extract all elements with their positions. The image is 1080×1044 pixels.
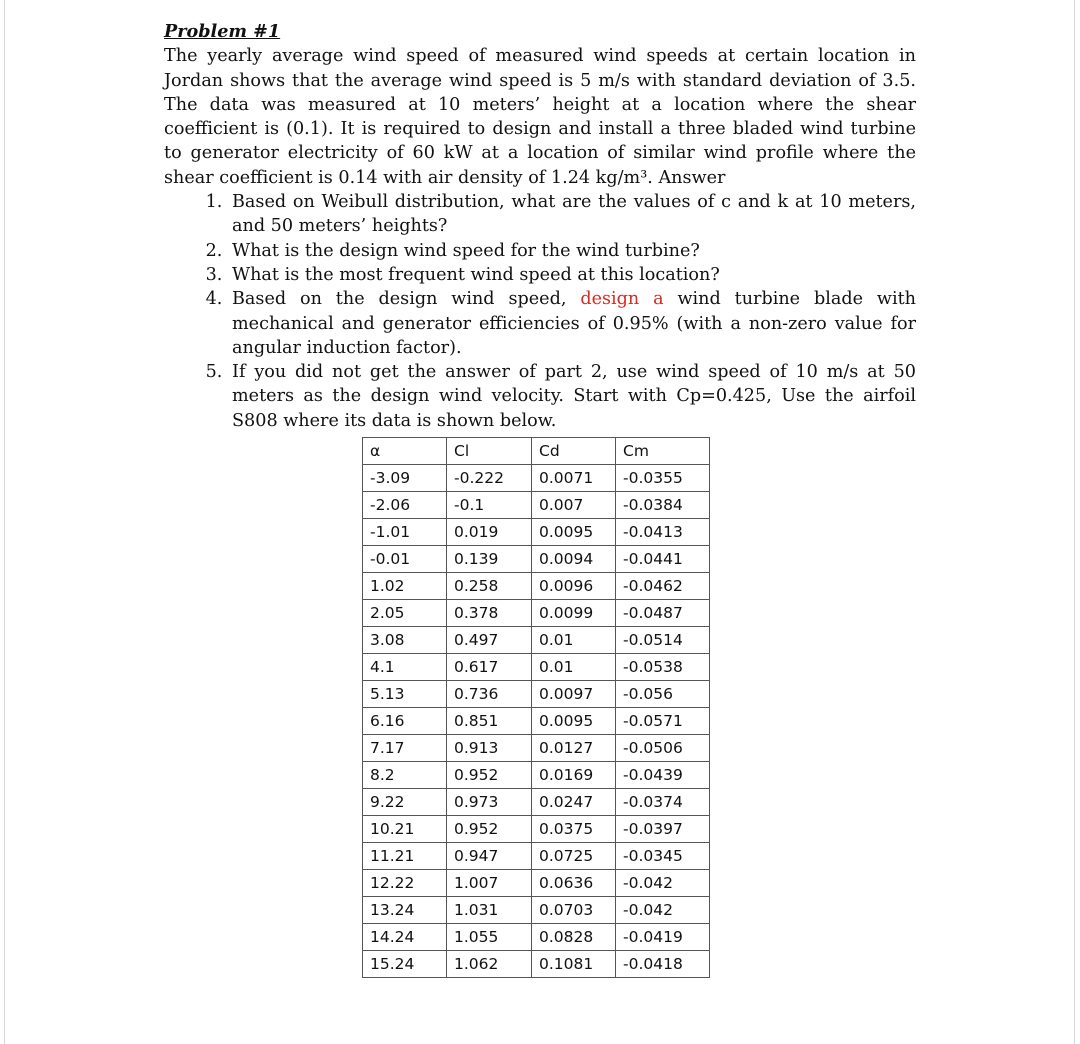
cm-cell: -0.0538 xyxy=(616,654,710,681)
cl-cell: -0.1 xyxy=(447,492,532,519)
cm-cell: -0.0413 xyxy=(616,519,710,546)
question-text: If you did not get the answer of part 2, use wind speed of 10 m/s at 50 meters as the design wind velocity. Start with Cp=0.425, Use the airfoil S808 where its data is shown below. xyxy=(232,362,916,431)
alpha-cell: -3.09 xyxy=(363,465,447,492)
alpha-cell: 7.17 xyxy=(363,735,447,762)
cm-cell: -0.042 xyxy=(616,870,710,897)
table-row xyxy=(363,546,710,573)
cd-cell: 0.0725 xyxy=(532,843,616,870)
cm-cell: -0.0506 xyxy=(616,735,710,762)
cm-cell: -0.0374 xyxy=(616,789,710,816)
cd-cell: 0.1081 xyxy=(532,951,616,978)
header-cm: Cm xyxy=(616,438,710,465)
alpha-cell: 5.13 xyxy=(363,681,447,708)
table-row xyxy=(363,465,710,492)
cm-cell: -0.0571 xyxy=(616,708,710,735)
problem-title: Problem #1 xyxy=(164,21,281,42)
cm-cell: -0.0487 xyxy=(616,600,710,627)
table-row xyxy=(363,897,710,924)
table-row xyxy=(363,870,710,897)
table-row xyxy=(363,843,710,870)
cl-cell: 0.736 xyxy=(447,681,532,708)
alpha-cell: 10.21 xyxy=(363,816,447,843)
cl-cell: 0.258 xyxy=(447,573,532,600)
cl-cell: 0.139 xyxy=(447,546,532,573)
cd-cell: 0.01 xyxy=(532,654,616,681)
cd-cell: 0.0375 xyxy=(532,816,616,843)
cm-cell: -0.0355 xyxy=(616,465,710,492)
table-row xyxy=(363,654,710,681)
table-row xyxy=(363,789,710,816)
alpha-cell: 2.05 xyxy=(363,600,447,627)
cd-cell: 0.0169 xyxy=(532,762,616,789)
question-item xyxy=(228,287,916,360)
cl-cell: 1.055 xyxy=(447,924,532,951)
alpha-cell: 13.24 xyxy=(363,897,447,924)
airfoil-data-table xyxy=(362,437,710,978)
cm-cell: -0.0439 xyxy=(616,762,710,789)
table-row xyxy=(363,600,710,627)
cd-cell: 0.0094 xyxy=(532,546,616,573)
alpha-cell: 1.02 xyxy=(363,573,447,600)
cd-cell: 0.0071 xyxy=(532,465,616,492)
table-row xyxy=(363,573,710,600)
alpha-cell: -0.01 xyxy=(363,546,447,573)
table-row xyxy=(363,951,710,978)
alpha-cell: 9.22 xyxy=(363,789,447,816)
highlighted-text: design a xyxy=(580,289,664,310)
cd-cell: 0.0636 xyxy=(532,870,616,897)
alpha-cell: 14.24 xyxy=(363,924,447,951)
cm-cell: -0.0419 xyxy=(616,924,710,951)
cl-cell: 0.851 xyxy=(447,708,532,735)
cm-cell: -0.0514 xyxy=(616,627,710,654)
cl-cell: -0.222 xyxy=(447,465,532,492)
table-row xyxy=(363,492,710,519)
header-cd: Cd xyxy=(532,438,616,465)
alpha-cell: 15.24 xyxy=(363,951,447,978)
cl-cell: 0.497 xyxy=(447,627,532,654)
alpha-cell: 11.21 xyxy=(363,843,447,870)
cd-cell: 0.0099 xyxy=(532,600,616,627)
cl-cell: 0.617 xyxy=(447,654,532,681)
cd-cell: 0.01 xyxy=(532,627,616,654)
question-text-post: wind turbine blade with mechanical and generator efficiencies of 0.95% (with a non-zero value for angular induction factor). xyxy=(232,289,916,358)
question-text-pre: Based on the design wind speed, xyxy=(232,289,581,310)
question-text: What is the most frequent wind speed at this location? xyxy=(232,264,720,285)
table-row xyxy=(363,924,710,951)
cd-cell: 0.007 xyxy=(532,492,616,519)
cd-cell: 0.0095 xyxy=(532,519,616,546)
table-header-row xyxy=(363,438,710,465)
cm-cell: -0.0345 xyxy=(616,843,710,870)
cl-cell: 1.031 xyxy=(447,897,532,924)
cd-cell: 0.0703 xyxy=(532,897,616,924)
cm-cell: -0.042 xyxy=(616,897,710,924)
cm-cell: -0.0397 xyxy=(616,816,710,843)
question-item xyxy=(228,263,916,287)
alpha-cell: 12.22 xyxy=(363,870,447,897)
table-row xyxy=(363,762,710,789)
cm-cell: -0.0418 xyxy=(616,951,710,978)
cd-cell: 0.0247 xyxy=(532,789,616,816)
question-item xyxy=(228,239,916,263)
table-row xyxy=(363,708,710,735)
alpha-cell: -1.01 xyxy=(363,519,447,546)
cl-cell: 1.007 xyxy=(447,870,532,897)
table-row xyxy=(363,627,710,654)
cm-cell: -0.0441 xyxy=(616,546,710,573)
table-row xyxy=(363,735,710,762)
cl-cell: 0.947 xyxy=(447,843,532,870)
cd-cell: 0.0095 xyxy=(532,708,616,735)
cd-cell: 0.0097 xyxy=(532,681,616,708)
question-text: Based on Weibull distribution, what are the values of c and k at 10 meters, and 50 meters’ heights? xyxy=(232,192,916,237)
page-edge-right xyxy=(1074,0,1075,1044)
cl-cell: 0.952 xyxy=(447,816,532,843)
question-text: What is the design wind speed for the wind turbine? xyxy=(232,240,700,261)
cd-cell: 0.0096 xyxy=(532,573,616,600)
cl-cell: 0.019 xyxy=(447,519,532,546)
cl-cell: 0.952 xyxy=(447,762,532,789)
alpha-cell: 6.16 xyxy=(363,708,447,735)
alpha-cell: 8.2 xyxy=(363,762,447,789)
question-list xyxy=(164,190,916,433)
question-item xyxy=(228,190,916,239)
cl-cell: 0.378 xyxy=(447,600,532,627)
table-row xyxy=(363,681,710,708)
cm-cell: -0.056 xyxy=(616,681,710,708)
cl-cell: 0.973 xyxy=(447,789,532,816)
problem-intro: The yearly average wind speed of measured wind speeds at certain location in Jordan shows that the average wind speed is 5 m/s with standard deviation of 3.5. The data was measured at 10 meters’ height at a location where the shear coefficient is (0.1). It is required to design and install a three bladed wind turbine to generator electricity of 60 kW at a location of similar wind profile where the shear coefficient is 0.14 with air density of 1.24 kg/m³. Answer xyxy=(164,46,916,188)
page-edge-left xyxy=(4,0,5,1044)
header-alpha: α xyxy=(363,438,447,465)
table-row xyxy=(363,519,710,546)
cm-cell: -0.0384 xyxy=(616,492,710,519)
cd-cell: 0.0828 xyxy=(532,924,616,951)
cd-cell: 0.0127 xyxy=(532,735,616,762)
header-cl: Cl xyxy=(447,438,532,465)
cm-cell: -0.0462 xyxy=(616,573,710,600)
table-body xyxy=(363,465,710,978)
question-item xyxy=(228,360,916,433)
problem-body xyxy=(164,20,916,433)
table-row xyxy=(363,816,710,843)
alpha-cell: 4.1 xyxy=(363,654,447,681)
cl-cell: 1.062 xyxy=(447,951,532,978)
alpha-cell: -2.06 xyxy=(363,492,447,519)
alpha-cell: 3.08 xyxy=(363,627,447,654)
cl-cell: 0.913 xyxy=(447,735,532,762)
